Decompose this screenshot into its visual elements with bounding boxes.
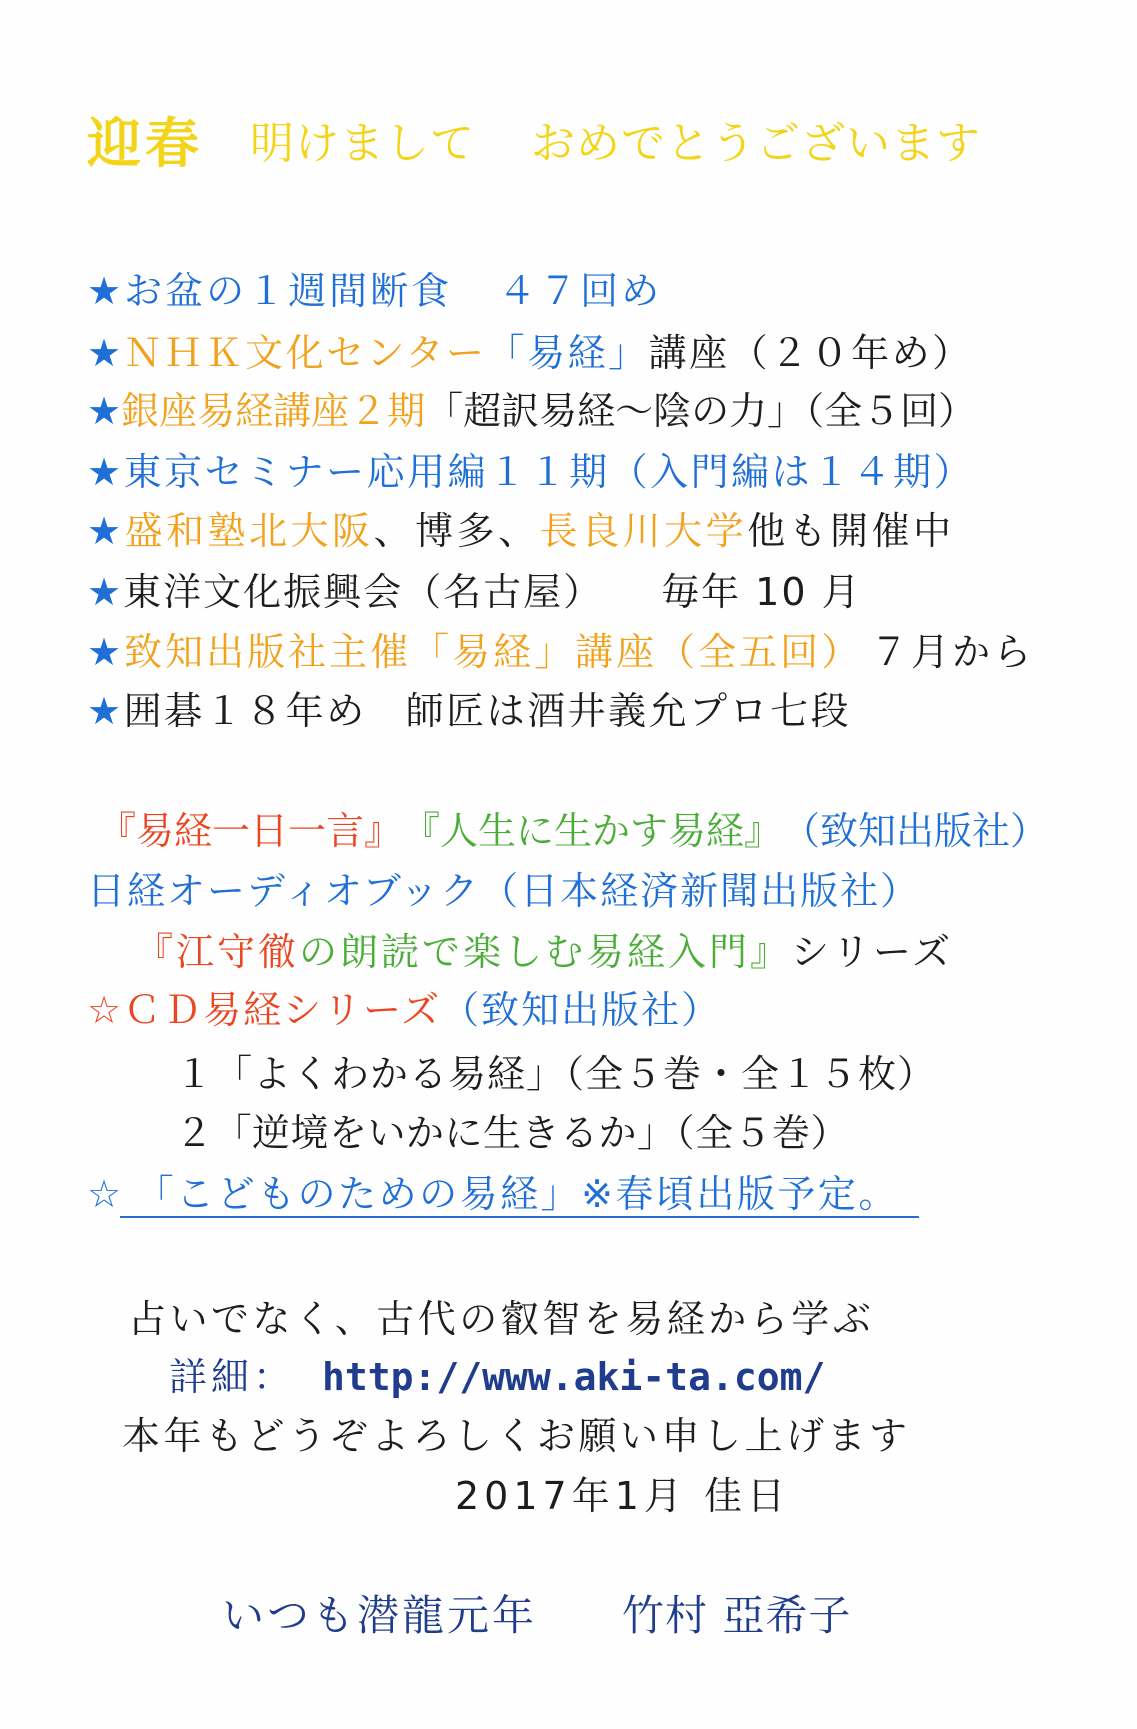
star-icon: ★ [87,570,124,614]
activity-detail: 「超訳易経〜陰の力」（全５回） [425,389,977,433]
website-url: http://www.aki-ta.com/ [322,1355,826,1399]
publication-books [98,809,1049,853]
cd-volume-text: ２「逆境をいかに生きるか」（全５巻） [175,1111,850,1155]
audiobook-publisher: 日経オーディオブック（日本経済新聞出版社） [87,869,921,913]
book-title: 『易経一日一言』 [98,809,403,853]
closing-message [122,1414,911,1458]
star-icon: ★ [87,269,125,313]
activity-text: 東京セミナー応用編１１期（入門編は１４期） [123,450,975,494]
motto-text: いつも潜龍元年 [222,1591,538,1640]
publication-audiobook-series [135,930,954,974]
star-icon: ★ [87,509,125,553]
closing-text: 本年もどうぞよろしくお願い申し上げます [122,1414,911,1458]
activity-subject: 「易経」 [486,331,649,375]
activity-text: 他も開催中 [747,509,955,553]
activity-venue: 長良川大学 [539,509,748,553]
signature [622,1591,852,1640]
publisher: （致知出版社） [782,809,1049,853]
details-label: 詳細： [169,1355,296,1399]
cd-volume-text: １「よくわかる易経」（全５巻・全１５枚） [175,1052,937,1096]
greeting-title: 迎春 [87,112,203,175]
star-icon: ★ [87,630,125,674]
activity-nhk-course [87,331,973,375]
tagline [128,1297,875,1341]
book-title: 『人生に生かす易経』 [402,809,783,853]
activity-text: 囲碁１８年め [123,689,367,733]
activity-schedule: ７月から [870,630,1035,674]
date-line [455,1474,790,1518]
upcoming-title: 「こどものための易経」※春頃出版予定。 [135,1172,899,1216]
upcoming-underline [120,1216,919,1218]
cd-volume-1 [175,1052,937,1096]
activity-toyo-bunka [87,570,862,614]
activity-schedule: 毎年 10 月 [661,570,862,614]
activity-tokyo-seminar [87,450,975,494]
publisher: （致知出版社） [441,988,722,1032]
series-title: の朗読で楽しむ易経入門』 [299,930,792,974]
publication-audiobook [87,869,921,913]
cd-volume-2 [175,1111,850,1155]
greeting-phrase-2: おめでとうございます [531,118,981,169]
star-icon: ★ [87,331,124,375]
activity-ginza-course [87,389,977,433]
activity-igo [87,689,852,733]
star-icon: ★ [87,389,122,433]
activity-venue: 盛和塾北大阪 [124,509,374,553]
signature-text: 竹村 亞希子 [622,1591,852,1640]
activity-text: 、博多、 [373,509,540,553]
publication-cd-series [87,988,722,1032]
activity-count: ４７回め [498,269,663,313]
activity-text: お盆の１週間断食 [124,269,453,313]
star-outline-icon: ☆ [87,1172,124,1216]
activity-chichi-course [87,630,1035,674]
greeting-phrase-1: 明けまして [250,118,475,169]
activity-text: 致知出版社主催「易経」講座（全五回） [124,630,863,674]
activity-seiwajuku [87,509,955,553]
activity-obon-fasting [87,269,663,313]
tagline-text: 占いでなく、古代の叡智を易経から学ぶ [128,1297,875,1341]
star-icon: ★ [87,450,124,494]
series-label: シリーズ [791,930,954,974]
activity-text: 東洋文化振興会（名古屋） [123,570,604,614]
motto [222,1591,538,1640]
date-text: 2017年1月 佳日 [455,1474,790,1518]
activity-detail: 講座（２０年め） [648,331,973,375]
publication-upcoming [87,1172,899,1216]
series-title: 『江守徹 [135,930,300,974]
cd-series-title: ☆ＣＤ易経シリーズ [87,988,442,1032]
activity-detail: 師匠は酒井義允プロ七段 [405,689,852,733]
activity-venue: 銀座易経講座２期 [121,389,426,433]
activity-venue: ＮＨＫ文化センター [123,331,487,375]
star-icon: ★ [87,689,124,733]
details-line [169,1355,826,1399]
